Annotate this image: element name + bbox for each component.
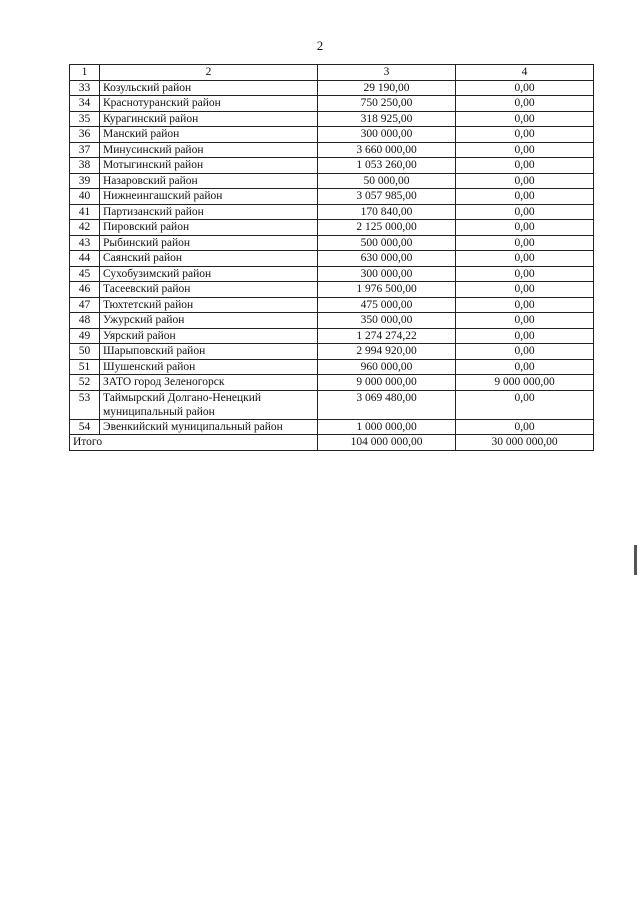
row-district-name: Назаровский район — [100, 173, 318, 189]
row-col-4-value: 0,00 — [456, 390, 594, 419]
row-col-4-value: 0,00 — [456, 297, 594, 313]
row-district-name: Мотыгинский район — [100, 158, 318, 174]
row-col-3-value: 475 000,00 — [318, 297, 456, 313]
row-number: 44 — [70, 251, 100, 267]
row-number: 45 — [70, 266, 100, 282]
row-district-name: Нижнеингашский район — [100, 189, 318, 205]
header-col-1: 1 — [70, 65, 100, 81]
row-col-3-value: 500 000,00 — [318, 235, 456, 251]
page-number: 2 — [316, 38, 324, 53]
row-col-4-value: 0,00 — [456, 313, 594, 329]
row-number: 37 — [70, 142, 100, 158]
row-col-4-value: 0,00 — [456, 359, 594, 375]
row-number: 47 — [70, 297, 100, 313]
row-number: 51 — [70, 359, 100, 375]
row-col-3-value: 29 190,00 — [318, 80, 456, 96]
row-district-name: Сухобузимский район — [100, 266, 318, 282]
row-col-3-value: 1 053 260,00 — [318, 158, 456, 174]
row-number: 53 — [70, 390, 100, 419]
row-col-3-value: 318 925,00 — [318, 111, 456, 127]
table-body — [70, 80, 594, 435]
table-row — [70, 251, 594, 267]
row-col-4-value: 0,00 — [456, 266, 594, 282]
total-col-4: 30 000 000,00 — [456, 435, 594, 451]
row-col-3-value: 3 069 480,00 — [318, 390, 456, 419]
row-number: 39 — [70, 173, 100, 189]
total-row — [70, 435, 594, 451]
row-district-name: Шарыповский район — [100, 344, 318, 360]
table-row — [70, 419, 594, 435]
row-number: 48 — [70, 313, 100, 329]
row-number: 41 — [70, 204, 100, 220]
row-district-name: Саянский район — [100, 251, 318, 267]
row-col-3-value: 750 250,00 — [318, 96, 456, 112]
row-col-4-value: 0,00 — [456, 80, 594, 96]
table-row — [70, 282, 594, 298]
table-row — [70, 220, 594, 236]
row-district-name: Тасеевский район — [100, 282, 318, 298]
row-col-4-value: 0,00 — [456, 158, 594, 174]
row-col-4-value: 0,00 — [456, 111, 594, 127]
row-number: 40 — [70, 189, 100, 205]
row-number: 34 — [70, 96, 100, 112]
table-row — [70, 80, 594, 96]
table-row — [70, 328, 594, 344]
row-district-name: Рыбинский район — [100, 235, 318, 251]
row-col-3-value: 630 000,00 — [318, 251, 456, 267]
row-col-4-value: 0,00 — [456, 142, 594, 158]
table-row — [70, 375, 594, 391]
table-row — [70, 390, 594, 419]
budget-table — [69, 64, 594, 451]
row-col-3-value: 2 125 000,00 — [318, 220, 456, 236]
row-col-3-value: 3 660 000,00 — [318, 142, 456, 158]
row-number: 43 — [70, 235, 100, 251]
header-col-2: 2 — [100, 65, 318, 81]
row-col-4-value: 0,00 — [456, 344, 594, 360]
row-col-3-value: 2 994 920,00 — [318, 344, 456, 360]
row-col-3-value: 1 976 500,00 — [318, 282, 456, 298]
table-row — [70, 142, 594, 158]
row-col-4-value: 0,00 — [456, 328, 594, 344]
total-label: Итого — [70, 435, 318, 451]
row-col-3-value: 1 274 274,22 — [318, 328, 456, 344]
row-col-4-value: 0,00 — [456, 251, 594, 267]
row-district-name: Пировский район — [100, 220, 318, 236]
row-district-name: Манский район — [100, 127, 318, 143]
table-row — [70, 344, 594, 360]
row-col-3-value: 350 000,00 — [318, 313, 456, 329]
row-col-3-value: 9 000 000,00 — [318, 375, 456, 391]
row-district-name: Ужурский район — [100, 313, 318, 329]
row-district-name: Таймырский Долгано-Ненецкий муниципальный район — [100, 390, 318, 419]
table-row — [70, 235, 594, 251]
table-row — [70, 96, 594, 112]
row-district-name: Козульский район — [100, 80, 318, 96]
row-district-name: Эвенкийский муниципальный район — [100, 419, 318, 435]
row-col-4-value: 0,00 — [456, 235, 594, 251]
row-col-4-value: 0,00 — [456, 96, 594, 112]
row-district-name: Партизанский район — [100, 204, 318, 220]
table-row — [70, 266, 594, 282]
row-number: 36 — [70, 127, 100, 143]
row-col-4-value: 0,00 — [456, 419, 594, 435]
scan-edge-mark — [634, 545, 637, 575]
row-col-3-value: 3 057 985,00 — [318, 189, 456, 205]
row-col-3-value: 170 840,00 — [318, 204, 456, 220]
row-col-4-value: 0,00 — [456, 189, 594, 205]
table-row — [70, 313, 594, 329]
row-number: 46 — [70, 282, 100, 298]
table-row — [70, 158, 594, 174]
row-number: 52 — [70, 375, 100, 391]
row-col-4-value: 0,00 — [456, 220, 594, 236]
row-district-name: Курагинский район — [100, 111, 318, 127]
row-col-4-value: 9 000 000,00 — [456, 375, 594, 391]
row-col-3-value: 960 000,00 — [318, 359, 456, 375]
row-number: 54 — [70, 419, 100, 435]
row-district-name: Шушенский район — [100, 359, 318, 375]
row-number: 35 — [70, 111, 100, 127]
row-col-3-value: 50 000,00 — [318, 173, 456, 189]
row-district-name: Тюхтетский район — [100, 297, 318, 313]
table-row — [70, 127, 594, 143]
row-col-3-value: 300 000,00 — [318, 127, 456, 143]
header-col-4: 4 — [456, 65, 594, 81]
row-number: 42 — [70, 220, 100, 236]
row-district-name: ЗАТО город Зеленогорск — [100, 375, 318, 391]
row-district-name: Краснотуранский район — [100, 96, 318, 112]
row-number: 50 — [70, 344, 100, 360]
row-number: 33 — [70, 80, 100, 96]
table-row — [70, 359, 594, 375]
table-row — [70, 173, 594, 189]
header-row — [70, 65, 594, 81]
total-col-3: 104 000 000,00 — [318, 435, 456, 451]
row-col-4-value: 0,00 — [456, 204, 594, 220]
header-col-3: 3 — [318, 65, 456, 81]
table-row — [70, 204, 594, 220]
row-col-3-value: 300 000,00 — [318, 266, 456, 282]
table-row — [70, 189, 594, 205]
row-district-name: Минусинский район — [100, 142, 318, 158]
row-number: 38 — [70, 158, 100, 174]
row-number: 49 — [70, 328, 100, 344]
row-col-4-value: 0,00 — [456, 127, 594, 143]
row-col-3-value: 1 000 000,00 — [318, 419, 456, 435]
row-col-4-value: 0,00 — [456, 282, 594, 298]
table-row — [70, 111, 594, 127]
table-row — [70, 297, 594, 313]
row-district-name: Уярский район — [100, 328, 318, 344]
row-col-4-value: 0,00 — [456, 173, 594, 189]
